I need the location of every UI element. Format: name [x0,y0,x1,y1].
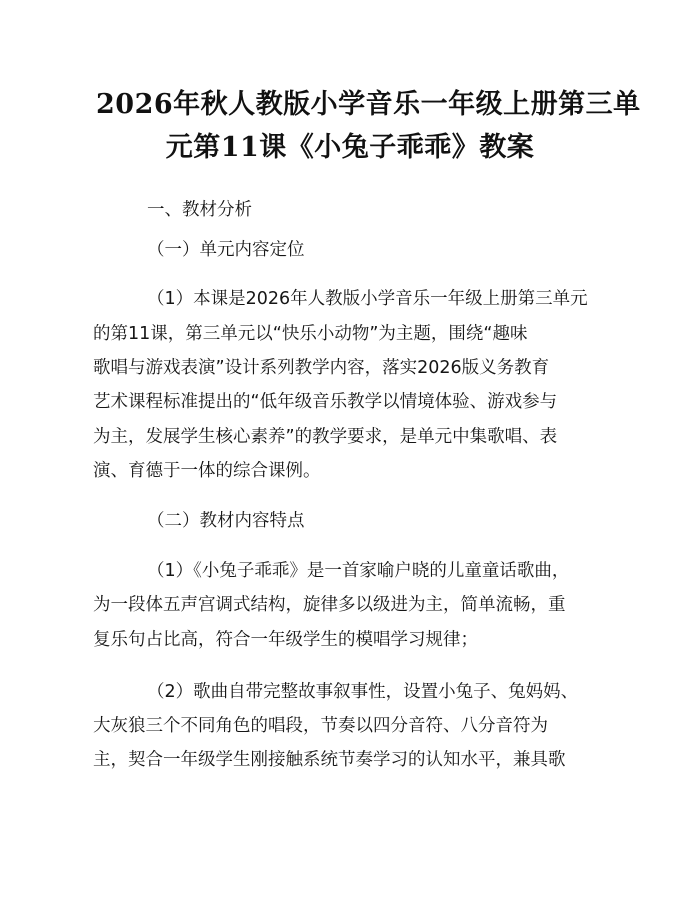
subsection-heading-content-features: （二）教材内容特点 [147,511,305,531]
paragraph-line: 为一段体五声宫调式结构，旋律多以级进为主，简单流畅，重 [93,595,566,615]
paragraph-line: （1）本课是2026年人教版小学音乐一年级上册第三单元 [147,289,588,309]
section-heading-teaching-material-analysis: 一、教材分析 [147,200,252,220]
paragraph-line: 演、育德于一体的综合课例。 [93,461,321,481]
document-title-line-2: 元第11课《小兔子乖乖》教案 [165,132,535,163]
paragraph-line: 复乐句占比高，符合一年级学生的模唱学习规律； [93,630,478,650]
subsection-heading-unit-positioning: （一）单元内容定位 [147,240,305,260]
paragraph-line: （1）《小兔子乖乖》是一首家喻户晓的儿童童话歌曲， [147,561,570,581]
paragraph-line: 艺术课程标准提出的“低年级音乐教学以情境体验、游戏参与 [93,392,558,412]
paragraph-line: （2）歌曲自带完整故事叙事性，设置小兔子、兔妈妈、 [147,682,579,702]
paragraph-line: 的第11课，第三单元以“快乐小动物”为主题，围绕“趣味 [93,324,528,344]
paragraph-line: 为主，发展学生核心素养”的教学要求，是单元中集歌唱、表 [93,427,558,447]
document-title-line-1: 2026年秋人教版小学音乐一年级上册第三单 [96,89,641,120]
paragraph-line: 大灰狼三个不同角色的唱段，节奏以四分音符、八分音符为 [93,716,548,736]
paragraph-line: 歌唱与游戏表演”设计系列教学内容，落实2026版义务教育 [93,358,550,378]
paragraph-line: 主，契合一年级学生刚接触系统节奏学习的认知水平，兼具歌 [93,750,566,770]
